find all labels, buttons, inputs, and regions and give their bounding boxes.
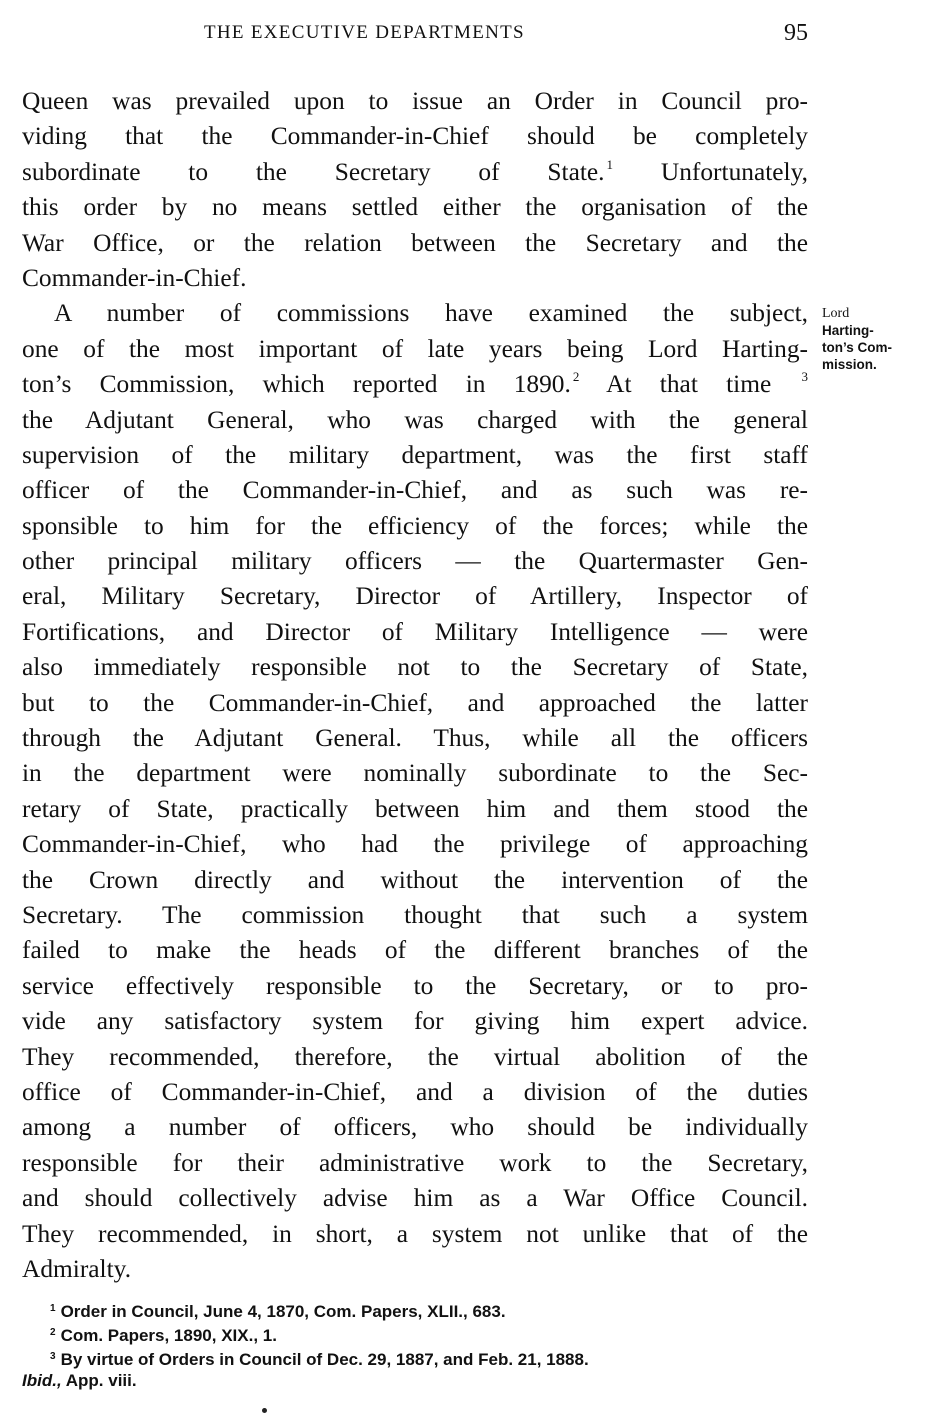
text-line: War Office, or the relation between the Secretary and the xyxy=(22,228,808,257)
text-line: the Crown directly and without the intervention of the xyxy=(22,865,808,894)
text-line: but to the Commander-in-Chief, and approached the latter xyxy=(22,688,808,717)
text-line: through the Adjutant General. Thus, while all the officers xyxy=(22,724,808,753)
text-line: Admiralty. xyxy=(22,1254,132,1283)
footnote-ref: 3 xyxy=(801,369,808,385)
text-line: among a number of officers, who should be individually xyxy=(22,1113,808,1142)
text-line xyxy=(22,155,808,190)
text-segment: subordinate to the Secretary of State. xyxy=(22,157,605,186)
footnote-text: Order in Council, June 4, 1870, Com. Papers, XLII., 683. xyxy=(60,1302,506,1321)
footnote-text: Com. Papers, 1890, XIX., 1. xyxy=(60,1326,277,1345)
footnote-mark: 3 xyxy=(50,1351,56,1362)
text-line: and should collectively advise him as a War Office Council. xyxy=(22,1184,808,1213)
text-line: also immediately responsible not to the Secretary of State, xyxy=(22,653,808,682)
footnote-mark: 2 xyxy=(50,1327,56,1338)
text-line: retary of State, practically between him and them stood the xyxy=(22,794,808,823)
footnote-ref: 2 xyxy=(572,369,580,385)
text-line: the Adjutant General, who was charged with the general xyxy=(22,405,808,434)
text-line: office of Commander-in-Chief, and a division of the duties xyxy=(22,1077,808,1106)
text-line: officer of the Commander-in-Chief, and as such was re- xyxy=(22,476,808,505)
text-segment: ton’s Commission, which reported in 1890. xyxy=(22,370,571,399)
text-line: sponsible to him for the efficiency of the forces; while the xyxy=(22,511,808,540)
text-line: Secretary. The commission thought that such a system xyxy=(22,900,808,929)
footnotes xyxy=(22,1297,808,1393)
marginal-note-line: Lord xyxy=(822,306,850,321)
footnote-ibid: Ibid., xyxy=(22,1371,62,1390)
footnote-text: App. viii. xyxy=(65,1371,137,1390)
marginal-note-line: ton’s Com- xyxy=(822,340,892,355)
footnote-3-continuation xyxy=(22,1369,808,1393)
text-line: service effectively responsible to the Secretary, or to pro- xyxy=(22,971,808,1000)
text-line: responsible for their administrative work to the Secretary, xyxy=(22,1148,808,1177)
running-title: THE EXECUTIVE DEPARTMENTS xyxy=(204,22,525,43)
footnote-2 xyxy=(22,1321,808,1345)
page-number: 95 xyxy=(784,20,808,46)
ink-speck xyxy=(262,1408,267,1413)
text-line: viding that the Commander-in-Chief should be completely xyxy=(22,122,808,151)
footnote-mark: 1 xyxy=(50,1303,56,1314)
text-line xyxy=(22,367,808,402)
footnote-1 xyxy=(22,1297,808,1321)
text-line: in the department were nominally subordinate to the Sec- xyxy=(22,759,808,788)
marginal-note-line: mission. xyxy=(822,357,877,372)
body-text xyxy=(22,84,808,1287)
text-line: Commander-in-Chief, who had the privilege of approaching xyxy=(22,830,808,859)
marginal-note-line: Harting- xyxy=(822,323,874,338)
text-segment: Unfortunately, xyxy=(660,157,808,186)
footnote-text: By virtue of Orders in Council of Dec. 29, 1887, and Feb. 21, 1888. xyxy=(60,1350,589,1369)
text-line: one of the most important of late years being Lord Harting- xyxy=(22,334,808,363)
text-line: other principal military officers — the Quartermaster Gen- xyxy=(22,547,808,576)
text-line: Commander-in-Chief. xyxy=(22,263,247,292)
text-line: Fortifications, and Director of Military Intelligence — were xyxy=(22,617,808,646)
footnote-ref: 1 xyxy=(606,156,614,172)
text-line: supervision of the military department, was the first staff xyxy=(22,440,808,469)
text-line: this order by no means settled either the organisation of the xyxy=(22,193,808,222)
footnote-3 xyxy=(22,1345,808,1369)
text-line: failed to make the heads of the different branches of the xyxy=(22,936,808,965)
text-line: Queen was prevailed upon to issue an Order in Council pro- xyxy=(22,87,808,115)
text-line: vide any satisfactory system for giving him expert advice. xyxy=(22,1007,808,1036)
text-line: They recommended, in short, a system not unlike that of the xyxy=(22,1219,808,1248)
text-line: eral, Military Secretary, Director of Artillery, Inspector of xyxy=(22,582,808,611)
text-segment: At that time xyxy=(606,370,772,399)
text-line: They recommended, therefore, the virtual abolition of the xyxy=(22,1042,808,1071)
text-line: A number of commissions have examined the subject, xyxy=(54,299,808,328)
running-head xyxy=(22,20,808,50)
marginal-note xyxy=(822,305,942,373)
